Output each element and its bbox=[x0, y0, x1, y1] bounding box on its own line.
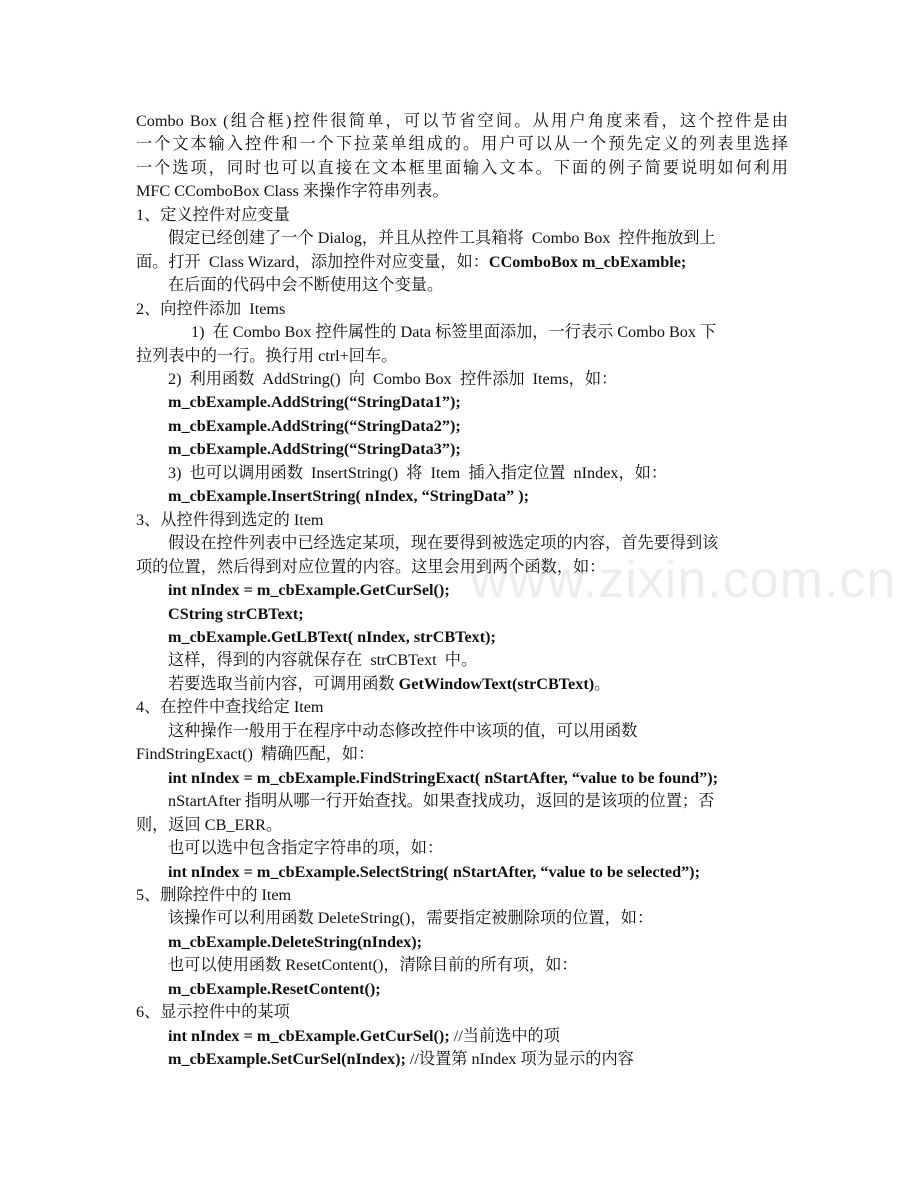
paragraph-line bbox=[136, 673, 788, 696]
code-line: int nIndex = m_cbExample.FindStringExact( nStartAfter, “value to be found”); bbox=[168, 768, 719, 787]
code-line: m_cbExample.GetLBText( nIndex, strCBText); bbox=[168, 627, 496, 646]
paragraph-line: 2) 利用函数 AddString() 向 Combo Box 控件添加 Items，如： bbox=[168, 369, 618, 388]
code-line bbox=[136, 1025, 788, 1048]
paragraph-text: 。 bbox=[594, 674, 611, 693]
intro-line: MFC CComboBox Class 来操作字符串列表。 bbox=[136, 182, 449, 201]
document-body bbox=[136, 110, 788, 1072]
code-line: int nIndex = m_cbExample.SelectString( nStartAfter, “value to be selected”); bbox=[168, 862, 700, 881]
paragraph-line: 该操作可以利用函数 DeleteString()，需要指定被删除项的位置，如： bbox=[168, 909, 654, 928]
paragraph-line: 拉列表中的一行。换行用 ctrl+回车。 bbox=[136, 346, 398, 365]
paragraph-line: 3) 也可以调用函数 InsertString() 将 Item 插入指定位置 nIndex，如： bbox=[168, 463, 668, 482]
code-line: m_cbExample.InsertString( nIndex, “StringData” ); bbox=[168, 487, 530, 506]
section-heading-3: 3、从控件得到选定的 Item bbox=[136, 510, 324, 529]
paragraph-line: nStartAfter 指明从哪一行开始查找。如果查找成功，返回的是该项的位置；否 bbox=[168, 792, 715, 811]
paragraph-line: 则，返回 CB_ERR。 bbox=[136, 815, 283, 834]
intro-line: Combo Box (组合框)控件很简单，可以节省空间。从用户角度来看，这个控件是由 bbox=[136, 112, 788, 130]
code-line: int nIndex = m_cbExample.GetCurSel(); bbox=[168, 581, 450, 600]
code-line: m_cbExample.DeleteString(nIndex); bbox=[168, 932, 423, 951]
watermark-text: www.zixin.com.cn bbox=[470, 551, 897, 609]
paragraph-line: 这样，得到的内容就保存在 strCBText 中。 bbox=[168, 651, 478, 670]
code-line: m_cbExample.AddString(“StringData3”); bbox=[168, 440, 461, 459]
code-line: m_cbExample.AddString(“StringData2”); bbox=[168, 416, 461, 435]
code-comment: //设置第 nIndex 项为显示的内容 bbox=[405, 1050, 634, 1069]
intro-line: 一个选项，同时也可以直接在文本框里面输入文本。下面的例子简要说明如何利用 bbox=[136, 158, 788, 177]
section-heading-2: 2、向控件添加 Items bbox=[136, 299, 286, 318]
code-inline: m_cbExample.SetCurSel(nIndex); bbox=[168, 1050, 406, 1069]
paragraph-line: 1) 在 Combo Box 控件属性的 Data 标签里面添加，一行表示 Combo Box 下 bbox=[191, 323, 717, 342]
paragraph-line: 项的位置，然后得到对应位置的内容。这里会用到两个函数，如： bbox=[136, 557, 606, 576]
section-heading-5: 5、删除控件中的 Item bbox=[136, 885, 292, 904]
code-line: m_cbExample.ResetContent(); bbox=[168, 979, 381, 998]
code-comment: //当前选中的项 bbox=[449, 1026, 560, 1045]
paragraph-line: 这种操作一般用于在程序中动态修改控件中该项的值，可以用函数 bbox=[168, 721, 638, 740]
paragraph-line: 也可以选中包含指定字符串的项，如： bbox=[168, 839, 444, 858]
intro-line: 一个文本输入控件和一个下拉菜单组成的。用户可以从一个预先定义的列表里选择 bbox=[136, 135, 788, 154]
section-heading-1: 1、定义控件对应变量 bbox=[136, 205, 290, 224]
paragraph-text: 面。打开 Class Wizard，添加控件对应变量，如： bbox=[136, 252, 489, 271]
code-inline: int nIndex = m_cbExample.GetCurSel(); bbox=[168, 1026, 450, 1045]
paragraph-line: FindStringExact() 精确匹配，如： bbox=[136, 745, 375, 764]
code-line: m_cbExample.AddString(“StringData1”); bbox=[168, 393, 461, 412]
code-line bbox=[136, 1048, 788, 1071]
paragraph-line: 假定已经创建了一个 Dialog，并且从控件工具箱将 Combo Box 控件拖放到上 bbox=[168, 229, 716, 248]
code-inline: GetWindowText(strCBText) bbox=[398, 674, 595, 693]
paragraph-line: 假设在控件列表中已经选定某项，现在要得到被选定项的内容，首先要得到该 bbox=[168, 534, 719, 553]
section-heading-6: 6、显示控件中的某项 bbox=[136, 1003, 290, 1022]
section-heading-4: 4、在控件中查找给定 Item bbox=[136, 698, 324, 717]
paragraph-line: 在后面的代码中会不断使用这个变量。 bbox=[168, 276, 444, 295]
paragraph-line bbox=[136, 251, 788, 274]
paragraph-line: 也可以使用函数 ResetContent()，清除目前的所有项，如： bbox=[168, 956, 578, 975]
code-inline: CComboBox m_cbExamble; bbox=[488, 252, 687, 271]
code-line: CString strCBText; bbox=[168, 604, 304, 623]
paragraph-text: 若要选取当前内容，可调用函数 bbox=[168, 674, 399, 693]
